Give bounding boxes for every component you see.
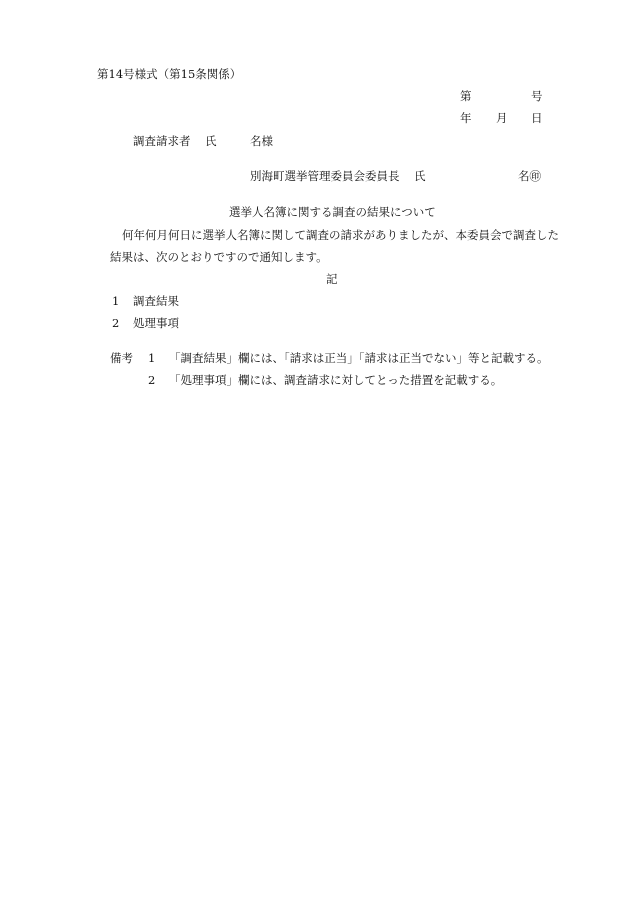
item-number: 2 [112, 316, 120, 330]
item-label-handling: 処理事項 [133, 316, 179, 330]
month-label: 月 [496, 111, 508, 125]
sender-seal: 名㊞ [518, 169, 541, 183]
item-label-result: 調査結果 [133, 294, 179, 308]
document-title: 選挙人名簿に関する調査の結果について [229, 205, 436, 219]
note-number: 1 [148, 351, 156, 365]
year-label: 年 [460, 111, 472, 125]
note-text-2: 「処理事項」欄には、調査請求に対してとった措置を記載する。 [169, 373, 503, 387]
item-number: 1 [112, 294, 120, 308]
sender-title: 別海町選挙管理委員会委員長 [250, 169, 400, 183]
ki-label: 記 [326, 272, 338, 286]
addressee-name-prefix: 氏 [205, 134, 217, 148]
notes-heading: 備考 [110, 351, 133, 365]
addressee-honorific: 名様 [250, 134, 273, 148]
note-number: 2 [148, 373, 156, 387]
body-line-1: 何年何月何日に選挙人名簿に関して調査の請求がありましたが、本委員会で調査した [122, 228, 559, 242]
sender-name-prefix: 氏 [414, 169, 426, 183]
note-text-1: 「調査結果」欄には、「請求は正当」「請求は正当でない」等と記載する。 [169, 351, 549, 365]
addressee-role: 調査請求者 [133, 134, 191, 148]
body-line-2: 結果は、次のとおりですので通知します。 [110, 250, 328, 264]
number-prefix: 第 [460, 89, 472, 103]
day-label: 日 [531, 111, 543, 125]
form-number: 第14号様式（第15条関係） [97, 67, 242, 81]
number-suffix: 号 [531, 89, 543, 103]
